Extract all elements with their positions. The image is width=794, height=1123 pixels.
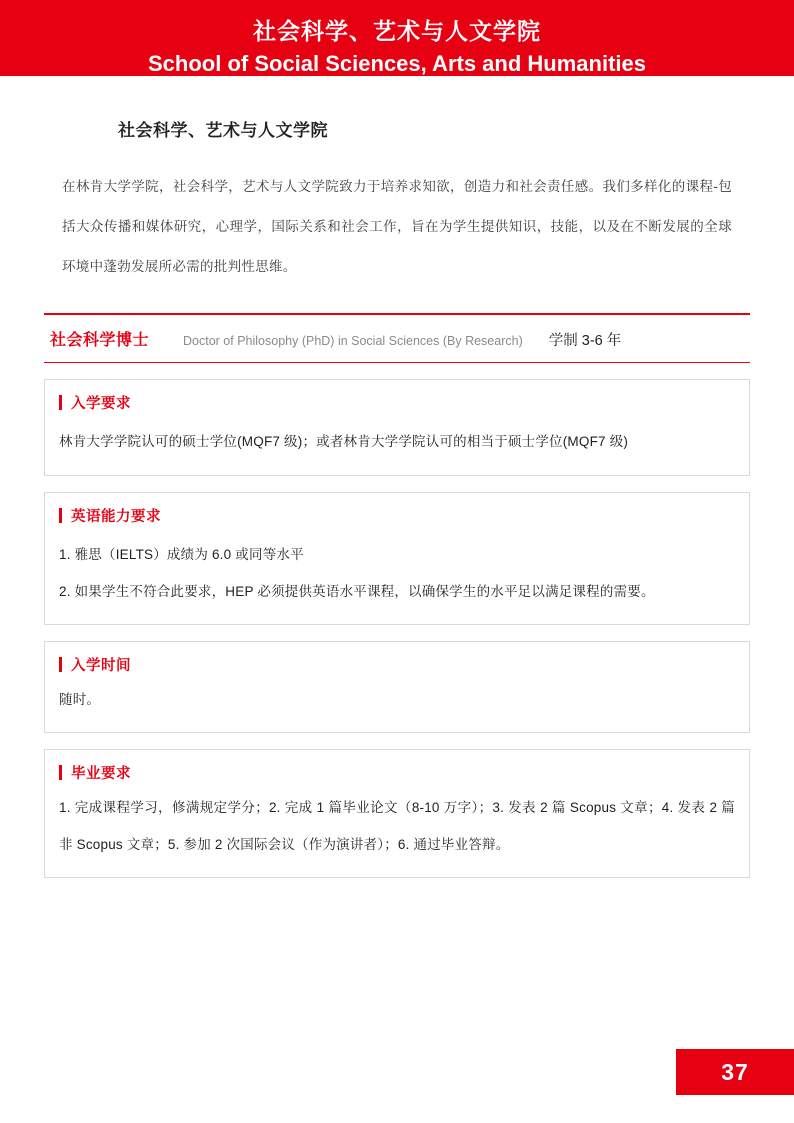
red-bar-icon xyxy=(59,395,62,410)
card-title-label: 英语能力要求 xyxy=(71,509,161,525)
card-body-english-requirements xyxy=(59,536,735,610)
card-body-intake: 随时。 xyxy=(59,692,101,707)
card-graduation-requirements xyxy=(44,749,750,878)
card-title-label: 毕业要求 xyxy=(71,766,131,782)
card-title-english-requirements xyxy=(59,505,735,526)
page-header-banner xyxy=(0,0,794,76)
english-requirement-line-2: 2. 如果学生不符合此要求，HEP 必须提供英语水平课程，以确保学生的水平足以满足课程的需要。 xyxy=(59,584,655,599)
school-introduction-text: 在林肯大学学院，社会科学，艺术与人文学院致力于培养求知欲，创造力和社会责任感。我们多样化的课程-包括大众传播和媒体研究，心理学，国际关系和社会工作，旨在为学生提供知识，技能，以及在不断发展的全球环境中蓬勃发展所必需的批判性思维。 xyxy=(62,179,732,274)
program-name-english: Doctor of Philosophy (PhD) in Social Sciences (By Research) xyxy=(183,334,523,348)
page-title: 社会科学、艺术与人文学院 xyxy=(118,121,328,140)
card-title-label: 入学要求 xyxy=(71,396,131,412)
english-requirement-line-1: 1. 雅思（IELTS）成绩为 6.0 或同等水平 xyxy=(59,547,304,562)
card-title-intake xyxy=(59,654,735,675)
header-title-english: School of Social Sciences, Arts and Humanities xyxy=(148,51,646,76)
card-entry-requirements xyxy=(44,379,750,476)
card-title-label: 入学时间 xyxy=(71,658,131,674)
page-content xyxy=(0,116,794,878)
card-title-entry-requirements xyxy=(59,392,735,413)
program-header xyxy=(44,313,750,363)
red-bar-icon xyxy=(59,657,62,672)
card-body-graduation-requirements: 1. 完成课程学习，修满规定学分；2. 完成 1 篇毕业论文（8-10 万字）；3. 发表 2 篇 Scopus 文章；4. 发表 2 篇非 Scopus 文章；5. 参加 2 次国际会议（作为演讲者）；6. 通过毕业答辩。 xyxy=(59,800,735,852)
page-number-badge: 37 xyxy=(676,1049,794,1095)
header-title-chinese: 社会科学、艺术与人文学院 xyxy=(253,18,541,44)
card-intake xyxy=(44,641,750,733)
card-title-graduation-requirements xyxy=(59,762,735,783)
card-english-requirements xyxy=(44,492,750,625)
program-duration: 学制 3-6 年 xyxy=(548,333,622,349)
red-bar-icon xyxy=(59,765,62,780)
program-name-chinese: 社会科学博士 xyxy=(50,332,150,349)
red-bar-icon xyxy=(59,508,62,523)
card-body-entry-requirements: 林肯大学学院认可的硕士学位(MQF7 级)；或者林肯大学学院认可的相当于硕士学位(MQF7 级) xyxy=(59,434,629,449)
